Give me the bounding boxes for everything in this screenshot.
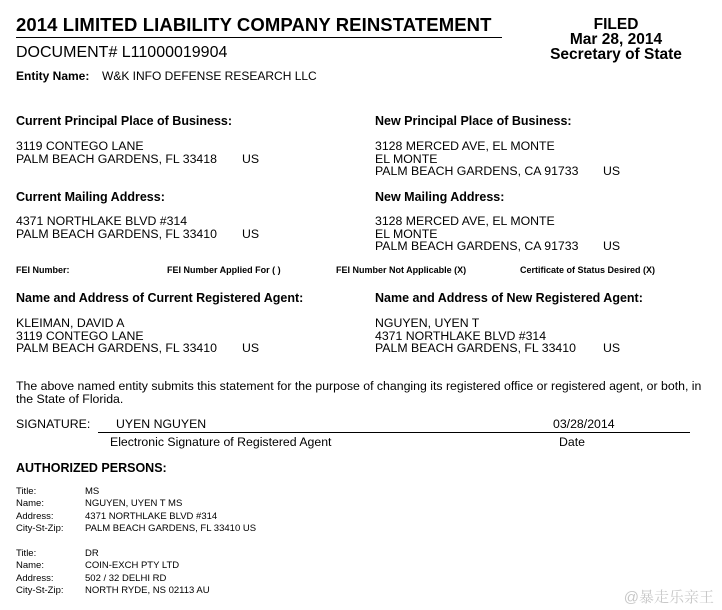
address-line: PALM BEACH GARDENS, CA 91733 (375, 164, 579, 178)
address-line: 3128 MERCED AVE, EL MONTE (375, 214, 555, 228)
address-line: 4371 NORTHLAKE BLVD #314 (16, 214, 188, 228)
address-line: EL MONTE (375, 151, 438, 166)
current-mailing-header: Current Mailing Address: (16, 190, 165, 204)
signature-label: SIGNATURE: (16, 417, 91, 431)
authorized-persons-header: AUTHORIZED PERSONS: (16, 461, 167, 475)
person-address: 4371 NORTHLAKE BLVD #314 (85, 510, 218, 522)
date-caption: Date (559, 435, 585, 449)
document-number: DOCUMENT# L11000019904 (16, 44, 228, 61)
entity-name-label: Entity Name: (16, 69, 90, 83)
address-line: 3128 MERCED AVE, EL MONTE (375, 139, 555, 153)
person-title: MS (85, 486, 100, 497)
statement-paragraph: The above named entity submits this statement for the purpose of changing its registered office or registered agent, or both, in the State of Florida. (16, 379, 702, 406)
current-agent-address (16, 317, 217, 355)
country-code: US (242, 341, 260, 355)
city-label: City-St-Zip: (16, 522, 64, 534)
current-mailing-address (16, 215, 217, 240)
address-line: 4371 NORTHLAKE BLVD #314 (375, 328, 547, 343)
country-code: US (242, 151, 260, 166)
title-underline (16, 37, 502, 38)
agent-name: NGUYEN, UYEN T (375, 316, 480, 330)
address-line: 3119 CONTEGO LANE (16, 328, 144, 343)
signature-caption: Electronic Signature of Registered Agent (110, 435, 332, 449)
new-agent-header: Name and Address of New Registered Agent: (375, 291, 643, 305)
new-principal-header: New Principal Place of Business: (375, 114, 572, 128)
filed-office: Secretary of State (550, 46, 682, 63)
agent-name: KLEIMAN, DAVID A (16, 316, 125, 330)
fei-applied-for: FEI Number Applied For ( ) (167, 265, 281, 275)
title-label: Title: (16, 486, 37, 497)
current-principal-address (16, 140, 217, 165)
address-line: 3119 CONTEGO LANE (16, 139, 144, 153)
address-line: PALM BEACH GARDENS, FL 33410 (375, 341, 576, 355)
name-label: Name: (16, 560, 44, 572)
person-labels (16, 486, 64, 535)
address-line: PALM BEACH GARDENS, FL 33410 (16, 341, 217, 355)
country-code: US (242, 226, 260, 241)
person-title: DR (85, 548, 99, 559)
filed-date: Mar 28, 2014 (569, 31, 663, 48)
entity-name-value: W&K INFO DEFENSE RESEARCH LLC (102, 69, 317, 83)
address-line: PALM BEACH GARDENS, FL 33418 (16, 151, 217, 166)
address-line: PALM BEACH GARDENS, FL 33410 (16, 226, 217, 241)
certificate-of-status: Certificate of Status Desired (X) (520, 265, 656, 275)
country-code: US (603, 341, 621, 355)
address-line: EL MONTE (375, 226, 438, 241)
person-values (85, 548, 210, 597)
person-city: PALM BEACH GARDENS, FL 33410 US (85, 522, 257, 534)
signature-line (98, 432, 690, 433)
person-labels (16, 548, 64, 597)
new-principal-address (375, 140, 578, 178)
fei-not-applicable: FEI Number Not Applicable (X) (336, 265, 467, 275)
address-label: Address: (16, 572, 54, 584)
person-address: 502 / 32 DELHI RD (85, 572, 167, 584)
title-label: Title: (16, 548, 37, 559)
city-label: City-St-Zip: (16, 584, 64, 596)
document-title: 2014 LIMITED LIABILITY COMPANY REINSTATEMENT (16, 14, 492, 35)
filed-stamp (536, 17, 696, 62)
person-name: COIN-EXCH PTY LTD (85, 560, 180, 572)
address-line: PALM BEACH GARDENS, CA 91733 (375, 239, 579, 253)
new-mailing-address (375, 215, 578, 253)
signature-date: 03/28/2014 (553, 417, 615, 431)
fei-number-label: FEI Number: (16, 265, 70, 275)
name-label: Name: (16, 498, 44, 510)
signature-name: UYEN NGUYEN (116, 417, 207, 431)
person-values (85, 486, 256, 535)
country-code: US (603, 164, 621, 178)
filed-label: FILED (593, 16, 639, 33)
new-mailing-header: New Mailing Address: (375, 190, 505, 204)
person-city: NORTH RYDE, NS 02113 AU (85, 584, 210, 596)
address-label: Address: (16, 510, 54, 522)
current-agent-header: Name and Address of Current Registered Agent: (16, 291, 304, 305)
person-name: NGUYEN, UYEN T MS (85, 498, 183, 510)
country-code: US (603, 239, 621, 253)
current-principal-header: Current Principal Place of Business: (16, 114, 233, 128)
new-agent-address (375, 317, 576, 355)
watermark: @暴走乐亲王 (623, 589, 714, 606)
